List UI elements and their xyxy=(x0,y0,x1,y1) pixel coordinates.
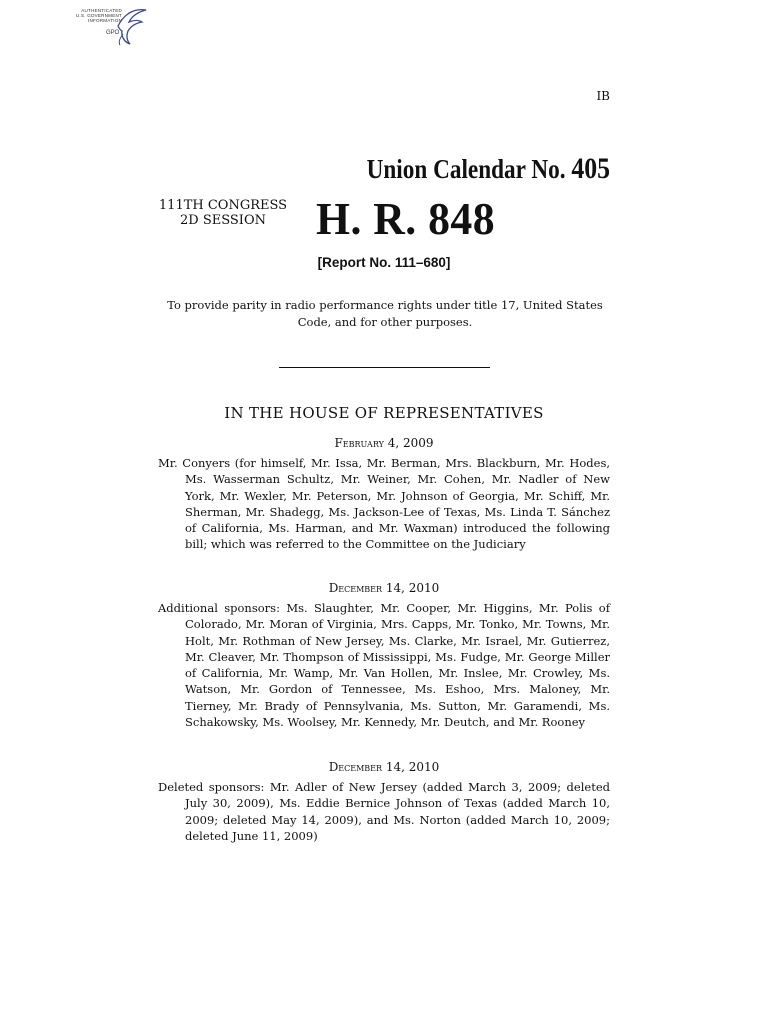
action-text-introduction: Mr. Conyers (for himself, Mr. Issa, Mr. Berman, Mrs. Blackburn, Mr. Hodes, Ms. Wasserman Schultz, Mr. Weiner, Mr. Cohen, Mr. Nadler of New York, Mr. Wexler, Mr. Peterson, Mr. Johnson of Georgia, Mr. Schiff, Mr. Sherman, Mr. Shadegg, Ms. Jackson-Lee of Texas, Ms. Linda T. Sánchez of California, Ms. Harman, and Mr. Waxman) introduced the following bill; which was referred to the Committee on the Judiciary xyxy=(158,456,610,552)
logo-line-1: AUTHENTICATED xyxy=(81,8,122,13)
action-text-additional-sponsors: Additional sponsors: Ms. Slaughter, Mr. Cooper, Mr. Higgins, Mr. Polis of Colorado, Mr. Moran of Virginia, Mrs. Capps, Mr. Tonko, Mr. Towns, Mr. Holt, Mr. Rothman of New Jersey, Ms. Clarke, Mr. Israel, Mr. Gutierrez, Mr. Cleaver, Mr. Thompson of Mississippi, Ms. Fudge, Mr. George Miller of California, Mr. Wamp, Mr. Van Hollen, Mr. Inslee, Mr. Crowley, Ms. Watson, Mr. Gordon of Tennessee, Ms. Eshoo, Mrs. Maloney, Mr. Tierney, Mr. Brady of Pennsylvania, Ms. Sutton, Mr. Garamendi, Ms. Schakowsky, Ms. Woolsey, Mr. Kennedy, Mr. Deutch, and Mr. Rooney xyxy=(158,601,610,730)
logo-line-2: U.S. GOVERNMENT xyxy=(75,13,122,18)
action-date: February 4, 2009 xyxy=(334,436,434,450)
bill-purpose: To provide parity in radio performance rights under title 17, United States Code, and for other purposes. xyxy=(167,298,603,329)
version-code: IB xyxy=(596,89,610,103)
gpo-authenticated-logo xyxy=(62,4,148,46)
logo-line-3: INFORMATION xyxy=(87,18,122,23)
session-label: 2D SESSION xyxy=(180,213,266,228)
calendar-number: 405 xyxy=(571,152,610,185)
report-number: [Report No. 111–680] xyxy=(317,255,451,270)
union-calendar-heading xyxy=(367,152,610,186)
logo-gpo-text: GPO xyxy=(106,30,120,36)
action-date: December 14, 2010 xyxy=(328,581,440,595)
action-date: December 14, 2010 xyxy=(328,760,440,774)
calendar-label: Union Calendar No. xyxy=(366,154,566,184)
chamber-heading: IN THE HOUSE OF REPRESENTATIVES xyxy=(224,404,544,422)
action-text-deleted-sponsors: Deleted sponsors: Mr. Adler of New Jersey (added March 3, 2009; deleted July 30, 2009), Ms. Eddie Bernice Johnson of Texas (added March 10, 2009; deleted May 14, 2009), and Ms. Norton (added March 10, 2009; deleted June 11, 2009) xyxy=(158,780,610,843)
eagle-icon xyxy=(114,4,148,46)
congress-label: 111TH CONGRESS xyxy=(158,198,288,213)
bill-number: H. R. 848 xyxy=(316,193,496,244)
congress-session-block xyxy=(158,198,288,228)
divider-rule xyxy=(279,367,490,368)
